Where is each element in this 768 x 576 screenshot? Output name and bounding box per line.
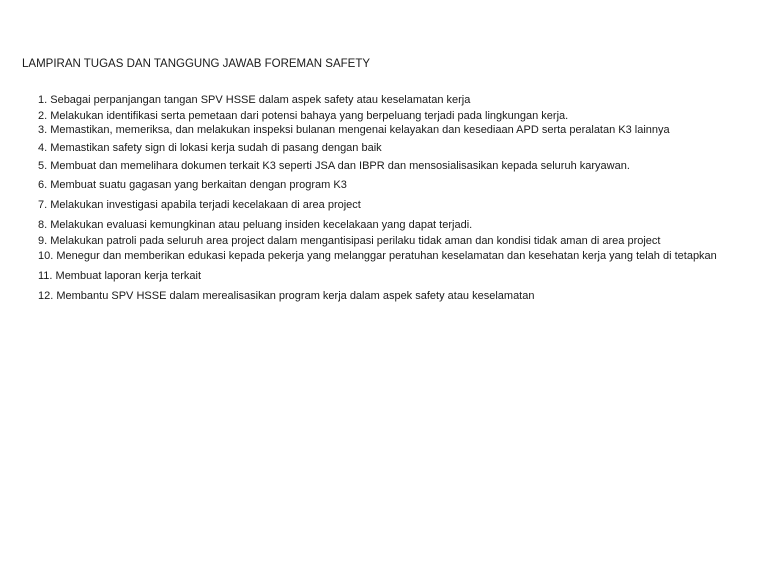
item-number: 3. xyxy=(38,124,51,136)
item-number: 2. xyxy=(38,110,51,122)
document-title: LAMPIRAN TUGAS DAN TANGGUNG JAWAB FOREMAN SAFETY xyxy=(22,58,371,70)
list-item xyxy=(38,249,738,263)
item-number: 5. xyxy=(38,160,51,172)
item-number: 1. xyxy=(38,94,51,106)
list-item xyxy=(38,123,738,137)
list-item xyxy=(38,269,738,283)
item-text: Melakukan identifikasi serta pemetaan dari potensi bahaya yang berpeluang terjadi pada lingkungan kerja. xyxy=(50,110,569,122)
item-text: Melakukan evaluasi kemungkinan atau peluang insiden kecelakaan yang dapat terjadi. xyxy=(50,219,473,231)
list-item xyxy=(38,109,738,123)
item-text: Membantu SPV HSSE dalam merealisasikan program kerja dalam aspek safety atau keselamatan xyxy=(56,290,535,302)
item-number: 12. xyxy=(38,290,57,302)
list-item xyxy=(38,159,738,173)
item-text: Membuat laporan kerja terkait xyxy=(55,270,202,282)
item-text: Memastikan safety sign di lokasi kerja sudah di pasang dengan baik xyxy=(50,142,382,154)
list-item xyxy=(38,93,738,107)
list-item xyxy=(38,141,738,155)
duty-list xyxy=(38,93,738,303)
item-number: 4. xyxy=(38,142,51,154)
item-number: 7. xyxy=(38,199,51,211)
item-number: 8. xyxy=(38,219,51,231)
item-text: Membuat suatu gagasan yang berkaitan dengan program K3 xyxy=(50,179,347,191)
item-text: Melakukan patroli pada seluruh area project dalam mengantisipasi perilaku tidak aman dan kondisi tidak aman di area project xyxy=(50,235,661,247)
item-text: Melakukan investigasi apabila terjadi kecelakaan di area project xyxy=(50,199,361,211)
item-number: 9. xyxy=(38,235,51,247)
item-text: Membuat dan memelihara dokumen terkait K3 seperti JSA dan IBPR dan mensosialisasikan kepada seluruh karyawan. xyxy=(50,160,630,172)
item-number: 10. xyxy=(38,250,57,262)
item-number: 11. xyxy=(38,270,56,282)
item-number: 6. xyxy=(38,179,51,191)
list-item xyxy=(38,234,738,248)
item-text: Menegur dan memberikan edukasi kepada pekerja yang melanggar peratuhan keselamatan dan kesehatan kerja yang telah di tetapkan xyxy=(56,250,717,262)
list-item xyxy=(38,218,738,232)
item-text: Memastikan, memeriksa, dan melakukan inspeksi bulanan mengenai kelayakan dan kesediaan APD serta peralatan K3 lainnya xyxy=(50,124,670,136)
list-item xyxy=(38,198,738,212)
list-item xyxy=(38,178,738,192)
item-text: Sebagai perpanjangan tangan SPV HSSE dalam aspek safety atau keselamatan kerja xyxy=(50,94,471,106)
list-item xyxy=(38,289,738,303)
